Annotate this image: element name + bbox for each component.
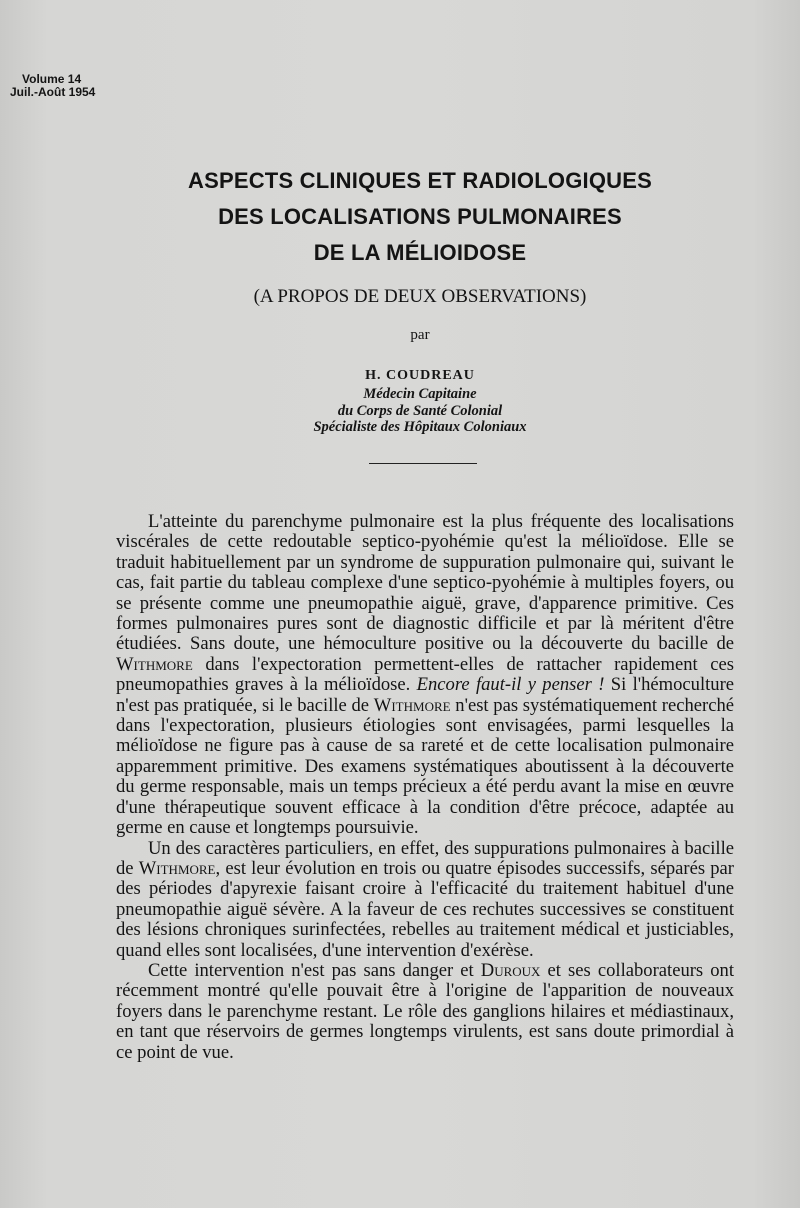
p1-text-b: dans l'expectoration permettent-elles de rattacher rapidement ces pneumopathies graves à la mélioïdose. (116, 653, 734, 696)
title-line-3: DE LA MÉLIOIDOSE (313, 240, 527, 265)
author-name: H. COUDREAU (365, 368, 475, 383)
affiliation-line-1: Médecin Capitaine (363, 386, 477, 402)
byline-par: par (410, 327, 430, 343)
p2-text-b: est leur évolution en trois ou quatre épisodes successifs, séparés par des périodes d'apyrexie faisant croire à l'efficacité du traitement habituel d'une pneumopathie aiguë sévère. A la faveur de ces rechutes successives se constituent des lésions chroniques surinfectées, rebelles au traitement médical et justiciables, quand elles sont localisées, d'une intervention d'exérèse. (116, 857, 734, 961)
paragraph-2 (116, 839, 734, 961)
affiliation-line-3: Spécialiste des Hôpitaux Coloniaux (313, 419, 527, 435)
p2-name-withmore: Withmore, (138, 857, 221, 879)
p3-name-duroux: Duroux (480, 959, 541, 981)
article-body (116, 512, 734, 1063)
title-line-1: ASPECTS CLINIQUES ET RADIOLOGIQUES (188, 168, 652, 193)
title-line-2: DES LOCALISATIONS PULMONAIRES (218, 204, 622, 229)
separator-rule (369, 463, 477, 464)
issue-info (10, 73, 95, 99)
p1-text-d: n'est pas systématiquement recherché dans l'expectoration, plusieurs étiologies sont envisagées, parmi lesquelles la mélioïdose ne figure pas à cause de sa rareté et de cette localisation pulmonaire apparemment primitive. Des examens systématiques aboutissent à la découverte du germe responsable, mais un temps précieux a été perdu avant la mise en œuvre d'une thérapeutique souvent efficace à la condition d'être précoce, adaptée au germe en cause et longtemps poursuivie. (116, 694, 735, 839)
p2-text-a: Un des caractères particuliers, en effet, des suppurations pulmonaires à bacille de (116, 837, 734, 879)
author-affiliation (120, 386, 720, 436)
p3-text-b: et ses collaborateurs ont récemment montré qu'elle pouvait être à l'origine de l'apparition de nouveaux foyers dans le parenchyme restant. Le rôle des ganglions hilaires et médiastinaux, en tant que réservoirs de germes longtemps virulents, est sans doute primordial à ce point de vue. (116, 959, 735, 1063)
affiliation-line-2: du Corps de Santé Colonial (337, 402, 503, 419)
paragraph-3 (116, 961, 734, 1063)
p3-text-a: Cette intervention n'est pas sans danger et (148, 959, 474, 981)
issue-date: Juil.-Août 1954 (10, 85, 96, 99)
p1-text-c: Si l'hémoculture n'est pas pratiquée, si le bacille de (116, 674, 735, 716)
p1-italic-text: Encore faut-il y penser ! (416, 674, 605, 696)
p1-text-a: L'atteinte du parenchyme pulmonaire est la plus fréquente des localisations viscérales de cette redoutable septico-pyohémie qu'est la mélioïdose. Elle se traduit habituellement par un syndrome de suppuration pulmonaire qui, suivant le cas, fait partie du tableau complexe d'une septico-pyohémie à multiples foyers, ou se présente comme une pneumopathie aiguë, grave, d'apparence primitive. Ces formes pulmonaires pures sont de diagnostic difficile et par là méritent d'être étudiées. Sans doute, une hémoculture positive ou la découverte du bacille de (116, 511, 734, 655)
p1-name-withmore-2: Withmore (373, 694, 451, 716)
paragraph-1 (116, 512, 734, 839)
p1-name-withmore: Withmore (116, 653, 193, 675)
article-subtitle: (A PROPOS DE DEUX OBSERVATIONS) (253, 286, 587, 307)
volume-number: Volume 14 (22, 72, 82, 86)
article-title (120, 163, 720, 271)
